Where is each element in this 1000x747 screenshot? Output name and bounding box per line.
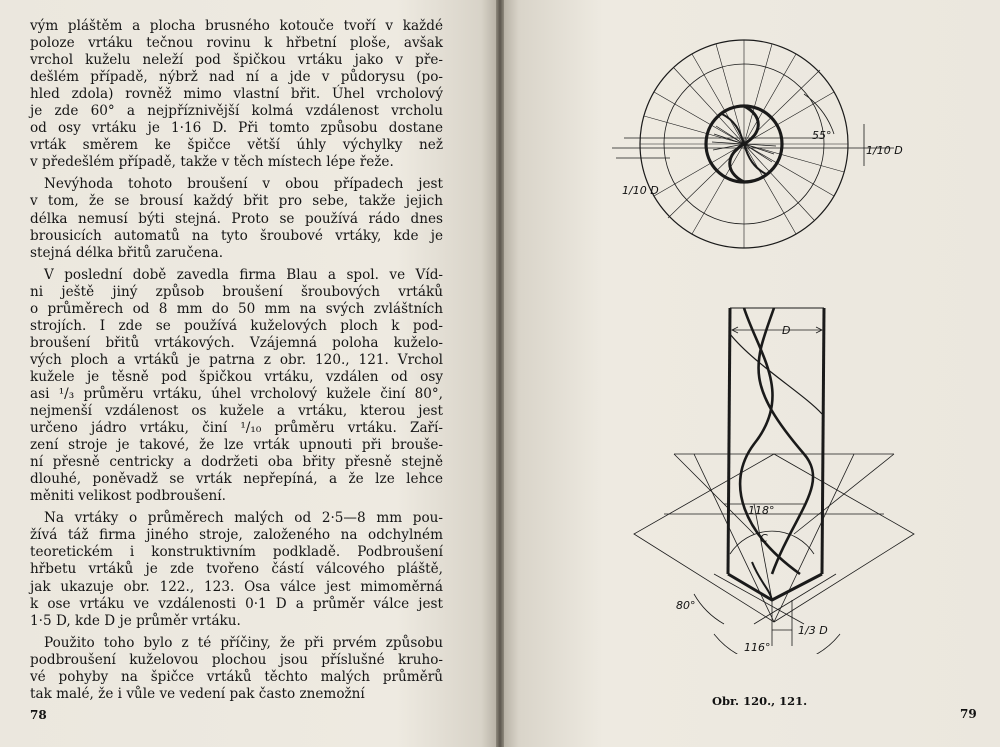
end-view-figure: [612, 40, 894, 248]
text-line: tak malé, že i vůle ve vedení pak často znemožní: [30, 685, 365, 702]
text-line: vých ploch a vrtáků je patrna z obr. 120., 121. Vrchol: [30, 351, 443, 368]
text-line: poloze vrtáku tečnou rovinu k hřbetní ploše, avšak: [30, 35, 443, 52]
text-line: žívá táž firma jiného stroje, založeného na odchylném: [30, 527, 443, 544]
label-angle-top: 55°: [812, 129, 832, 142]
paragraph: [30, 635, 443, 703]
text-line: V poslední době zavedla firma Blau a spol. ve Víd-: [44, 266, 443, 283]
text-line: teoretickém i konstruktivním podkladě. Podbroušení: [30, 544, 443, 561]
text-line: brousicích automatů na tyto šroubové vrtáky, kde je: [30, 227, 443, 244]
paragraph: [30, 510, 443, 629]
paragraph: [30, 176, 443, 261]
text-line: zení stroje je takové, že lze vrták upnouti při brouše-: [30, 437, 443, 454]
label-dist-left: 1/10 D: [622, 184, 659, 197]
text-line: k ose vrtáku ve vzdálenosti 0·1 D a průměr válce jest: [30, 595, 443, 612]
page-number-left: 78: [30, 708, 47, 722]
drill-right-edge: [822, 308, 824, 574]
text-line: je zde 60° a nejpříznivější kolmá vzdálenost vrcholu: [30, 103, 443, 120]
text-line: Nevýhoda tohoto broušení v obou případech jest: [44, 176, 443, 193]
text-line: hřbetu vrtáků je zde tvořeno částí válcového pláště,: [30, 561, 443, 578]
text-line: o průměrech od 8 mm do 50 mm na svých zvláštních: [30, 300, 443, 317]
text-line: Na vrtáky o průměrech malých od 2·5—8 mm pou-: [44, 510, 443, 527]
text-line: délka nemusí býti stejná. Proto se používá rádo dnes: [30, 210, 443, 227]
drill-figure: [604, 34, 924, 654]
text-line: měniti velikost podbroušení.: [30, 488, 226, 505]
text-line: asi ¹/₃ průměru vrtáku, úhel vrcholový kužele činí 80°,: [30, 385, 443, 402]
text-line: ni ještě jiný způsob broušení šroubových vrtáků: [30, 283, 443, 300]
text-line: kužele je těsně pod špičkou vrtáku, vzdálen od osy: [30, 368, 443, 385]
left-page: [0, 0, 496, 747]
text-line: nejmenší vzdálenost os kužele a vrtáku, kterou jest: [30, 403, 443, 420]
text-line: stejná délka břitů zaručena.: [30, 244, 224, 261]
text-line: v tom, že se brousí každý břit pro sebe, takže jejich: [30, 193, 443, 210]
text-line: vým pláštěm a plocha brusného kotouče tvoří v každé: [30, 18, 443, 34]
text-line: od osy vrtáku je 1·16 D. Při tomto způsobu dostane: [30, 120, 443, 137]
text-line: dešlém případě, nýbrž nad ní a jde v půdorysu (po-: [30, 69, 443, 86]
text-line: podbroušení kuželovou plochou jsou příslušné kruho-: [30, 651, 443, 668]
text-line: dlouhé, poněvadž se vrták nepřepíná, a že lze lehce: [30, 471, 443, 488]
text-line: v předešlém případě, takže v těch místech lépe řeže.: [30, 154, 394, 171]
paragraph: [30, 267, 443, 506]
text-line: ní přesně centricky a dodržeti oba břity přesně stejně: [30, 454, 443, 471]
text-line: vé pohyby na špičce vrtáků těchto malých průměrů: [30, 668, 443, 685]
book-gutter: [496, 0, 504, 747]
text-line: hled zdola) rovněž mimo vlastní břit. Úhel vrcholový: [30, 86, 443, 103]
label-angle-bottom: 116°: [744, 641, 771, 654]
label-angle-left: 80°: [676, 599, 696, 612]
drill-left-edge: [728, 308, 730, 574]
label-angle-mid: 118°: [748, 504, 775, 517]
text-line: jak ukazuje obr. 122., 123. Osa válce jest mimoměrná: [30, 578, 443, 595]
right-page: [504, 0, 1000, 747]
paragraph: [30, 18, 443, 171]
label-point-c: C: [760, 532, 768, 545]
text-line: 1·5 D, kde D je průměr vrtáku.: [30, 612, 241, 629]
text-line: Použito toho bylo z té příčiny, že při prvém způsobu: [44, 634, 443, 651]
text-line: vrchol kuželu neleží pod špičkou vrtáku jako v pře-: [30, 52, 443, 69]
body-text: [30, 18, 443, 703]
page-number-right: 79: [960, 707, 977, 721]
text-line: určeno jádro vrtáku, činí ¹/₁₀ průměru vrtáku. Zaří-: [30, 420, 443, 437]
figure-caption: Obr. 120., 121.: [712, 694, 808, 708]
text-line: strojích. I zde se používá kuželových ploch k pod-: [30, 317, 443, 334]
text-line: broušení břitů vrtákových. Vzájemná poloha kuželo-: [30, 334, 443, 351]
label-diameter: D: [782, 324, 791, 337]
label-dist-right: 1/10 D: [866, 144, 903, 157]
text-line: vrták směrem ke špičce větší úhly výchylky než: [30, 137, 443, 154]
label-dist-bottom: 1/3 D: [798, 624, 828, 637]
